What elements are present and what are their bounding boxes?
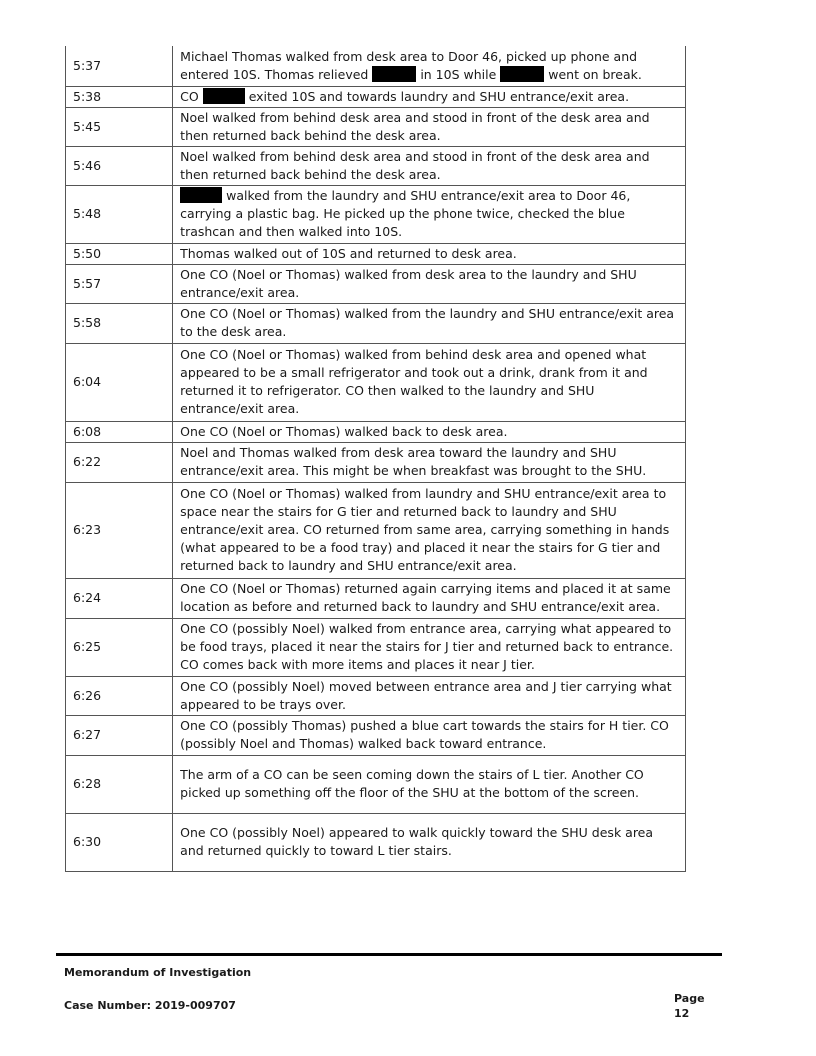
table-row <box>66 618 686 676</box>
description-cell: The arm of a CO can be seen coming down the stairs of L tier. Another CO picked up something off the floor of the SHU at the bottom of the screen. <box>173 755 686 813</box>
time-cell: 5:45 <box>66 107 173 146</box>
timeline-table <box>65 46 686 872</box>
table-row <box>66 482 686 578</box>
table-row <box>66 243 686 264</box>
redaction-box <box>372 66 416 82</box>
time-cell: 6:25 <box>66 618 173 676</box>
table-row <box>66 264 686 303</box>
time-cell: 6:28 <box>66 755 173 813</box>
time-cell: 5:57 <box>66 264 173 303</box>
table-row <box>66 442 686 482</box>
table-row <box>66 755 686 813</box>
table-row <box>66 715 686 755</box>
description-cell: One CO (Noel or Thomas) walked from laundry and SHU entrance/exit area to space near the stairs for G tier and returned back to laundry and SHU entrance/exit area. CO returned from same area, carrying something in hands (what appeared to be a food tray) and placed it near the stairs for G tier and returned back to laundry and SHU entrance/exit area. <box>173 482 686 578</box>
page-number: 12 <box>674 1007 690 1020</box>
description-cell: CO exited 10S and towards laundry and SHU entrance/exit area. <box>173 86 686 107</box>
table-row <box>66 185 686 243</box>
table-row <box>66 107 686 146</box>
time-cell: 6:26 <box>66 676 173 715</box>
description-cell: One CO (possibly Noel) walked from entrance area, carrying what appeared to be food trays, placed it near the stairs for J tier and returned back to entrance. CO comes back with more items and places it near J tier. <box>173 618 686 676</box>
time-cell: 6:23 <box>66 482 173 578</box>
table-row <box>66 676 686 715</box>
time-cell: 5:50 <box>66 243 173 264</box>
description-cell: One CO (possibly Thomas) pushed a blue cart towards the stairs for H tier. CO (possibly Noel and Thomas) walked back toward entrance. <box>173 715 686 755</box>
time-cell: 6:30 <box>66 813 173 871</box>
table-row <box>66 578 686 618</box>
redaction-box <box>500 66 544 82</box>
description-cell: One CO (possibly Noel) moved between entrance area and J tier carrying what appeared to be trays over. <box>173 676 686 715</box>
table-row <box>66 46 686 86</box>
case-number: Case Number: 2019-009707 <box>64 999 236 1012</box>
time-cell: 5:58 <box>66 303 173 343</box>
footer-divider <box>56 953 722 956</box>
time-cell: 6:27 <box>66 715 173 755</box>
time-cell: 6:24 <box>66 578 173 618</box>
description-cell: One CO (Noel or Thomas) walked from desk area to the laundry and SHU entrance/exit area. <box>173 264 686 303</box>
description-cell: Michael Thomas walked from desk area to Door 46, picked up phone and entered 10S. Thomas relieved in 10S while went on break. <box>173 46 686 86</box>
time-cell: 6:22 <box>66 442 173 482</box>
description-cell: Noel walked from behind desk area and stood in front of the desk area and then returned back behind the desk area. <box>173 146 686 185</box>
time-cell: 6:04 <box>66 343 173 421</box>
description-cell: Thomas walked out of 10S and returned to desk area. <box>173 243 686 264</box>
description-cell: Noel and Thomas walked from desk area toward the laundry and SHU entrance/exit area. This might be when breakfast was brought to the SHU. <box>173 442 686 482</box>
table-row <box>66 421 686 442</box>
time-cell: 5:37 <box>66 46 173 86</box>
description-cell: One CO (Noel or Thomas) walked from the laundry and SHU entrance/exit area to the desk area. <box>173 303 686 343</box>
description-cell: One CO (Noel or Thomas) walked from behind desk area and opened what appeared to be a small refrigerator and took out a drink, drank from it and returned it to refrigerator. CO then walked to the laundry and SHU entrance/exit area. <box>173 343 686 421</box>
table-row <box>66 813 686 871</box>
redaction-box <box>203 88 245 104</box>
description-cell: One CO (Noel or Thomas) returned again carrying items and placed it at same location as before and returned back to laundry and SHU entrance/exit area. <box>173 578 686 618</box>
table-row <box>66 146 686 185</box>
table-row <box>66 86 686 107</box>
table-row <box>66 343 686 421</box>
page-indicator <box>674 991 705 1021</box>
table-row <box>66 303 686 343</box>
description-cell: One CO (possibly Noel) appeared to walk quickly toward the SHU desk area and returned quickly to toward L tier stairs. <box>173 813 686 871</box>
description-cell: One CO (Noel or Thomas) walked back to desk area. <box>173 421 686 442</box>
page-label: Page <box>674 992 705 1005</box>
time-cell: 6:08 <box>66 421 173 442</box>
memo-title: Memorandum of Investigation <box>64 966 252 979</box>
time-cell: 5:46 <box>66 146 173 185</box>
redaction-box <box>180 187 222 203</box>
time-cell: 5:48 <box>66 185 173 243</box>
description-cell: walked from the laundry and SHU entrance/exit area to Door 46, carrying a plastic bag. He picked up the phone twice, checked the blue trashcan and then walked into 10S. <box>173 185 686 243</box>
time-cell: 5:38 <box>66 86 173 107</box>
description-cell: Noel walked from behind desk area and stood in front of the desk area and then returned back behind the desk area. <box>173 107 686 146</box>
